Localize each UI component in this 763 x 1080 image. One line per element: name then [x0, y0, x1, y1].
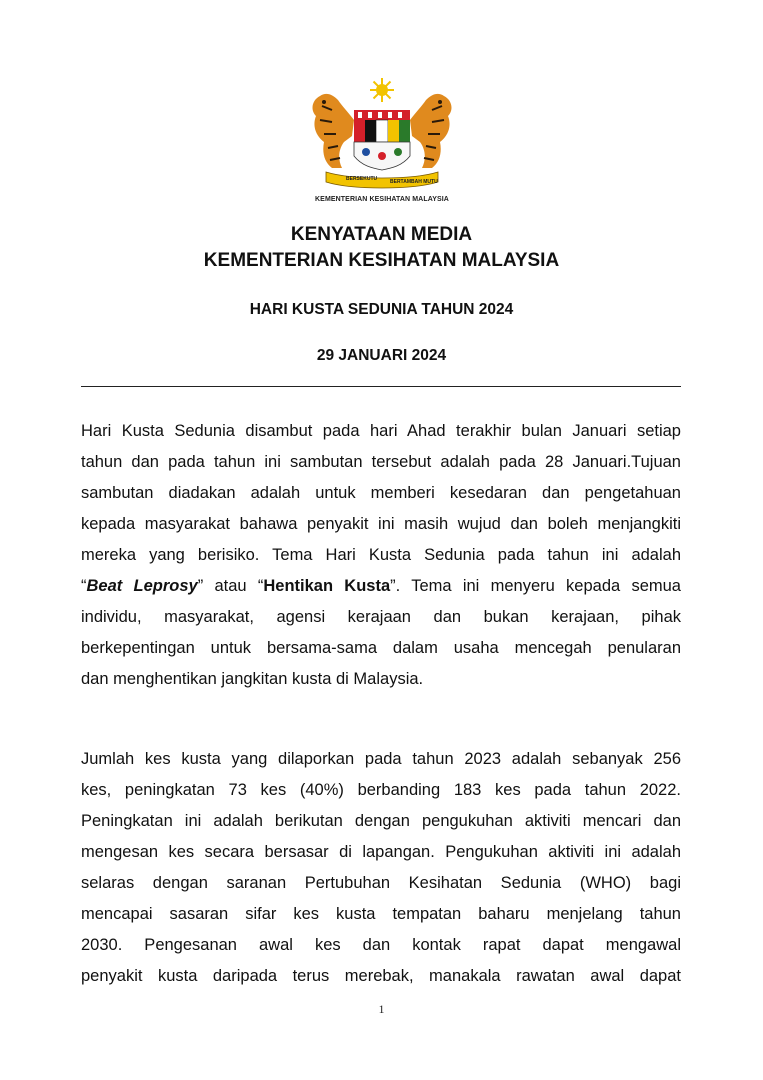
- document-title: KENYATAAN MEDIA: [290, 224, 473, 245]
- ministry-caption: KEMENTERIAN KESIHATAN MALAYSIA: [315, 196, 449, 203]
- paragraph-line: dan menghentikan jangkitan kusta di Malaysia.: [81, 670, 424, 688]
- paragraph-line: Jumlah kes kusta yang dilaporkan pada tahun 2023 adalah sebanyak 256: [81, 750, 681, 768]
- document-issuer: KEMENTERIAN KESIHATAN MALAYSIA: [203, 250, 560, 271]
- theme-malay: Hentikan Kusta: [263, 577, 391, 595]
- page-number: 1: [378, 1002, 385, 1016]
- motto-right-text: BERTAMBAH MUTU: [390, 179, 438, 185]
- paragraph-line: 2030. Pengesanan awal kes dan kontak rapat dapat mengawal: [81, 936, 681, 954]
- coat-of-arms-icon: [302, 76, 462, 194]
- paragraph-line: mengesan kes secara bersasar di lapangan. Pengukuhan aktiviti ini adalah: [81, 843, 681, 861]
- paragraph-line: mereka yang berisiko. Tema Hari Kusta Sedunia pada tahun ini adalah: [81, 546, 681, 564]
- paragraph-line: individu, masyarakat, agensi kerajaan dan bukan kerajaan, pihak: [81, 608, 681, 626]
- quote-mid: ” atau “: [197, 577, 264, 595]
- release-date: 29 JANUARI 2024: [316, 347, 447, 364]
- paragraph-line: Hari Kusta Sedunia disambut pada hari Ahad terakhir bulan Januari setiap: [81, 422, 681, 440]
- theme-english: Beat Leprosy: [86, 577, 198, 595]
- paragraph-line: mencapai sasaran sifar kes kusta tempatan baharu menjelang tahun: [81, 905, 681, 923]
- paragraph-line: kepada masyarakat bahawa penyakit ini masih wujud dan boleh menjangkiti: [81, 515, 681, 533]
- motto-left-text: BERSEKUTU: [346, 176, 378, 182]
- paragraph-line: sambutan diadakan adalah untuk memberi kesedaran dan pengetahuan: [81, 484, 681, 502]
- paragraph-line: selaras dengan saranan Pertubuhan Kesihatan Sedunia (WHO) bagi: [81, 874, 681, 892]
- event-title: HARI KUSTA SEDUNIA TAHUN 2024: [249, 301, 514, 318]
- paragraph-2: [81, 744, 681, 992]
- header-divider: [81, 386, 681, 387]
- coat-of-arms-crest: [302, 76, 462, 210]
- paragraph-line: [81, 571, 681, 602]
- paragraph-1: [81, 416, 681, 695]
- paragraph-line: kes, peningkatan 73 kes (40%) berbanding 183 kes pada tahun 2022.: [81, 781, 681, 799]
- line-rest: ”. Tema ini menyeru kepada semua: [390, 577, 681, 595]
- paragraph-line: berkepentingan untuk bersama-sama dalam usaha mencegah penularan: [81, 639, 681, 657]
- paragraph-line: Peningkatan ini adalah berikutan dengan pengukuhan aktiviti mencari dan: [81, 812, 681, 830]
- paragraph-line: tahun dan pada tahun ini sambutan tersebut adalah pada 28 Januari.Tujuan: [81, 453, 681, 471]
- paragraph-line: penyakit kusta daripada terus merebak, manakala rawatan awal dapat: [81, 967, 681, 985]
- quote-open: “: [81, 577, 87, 595]
